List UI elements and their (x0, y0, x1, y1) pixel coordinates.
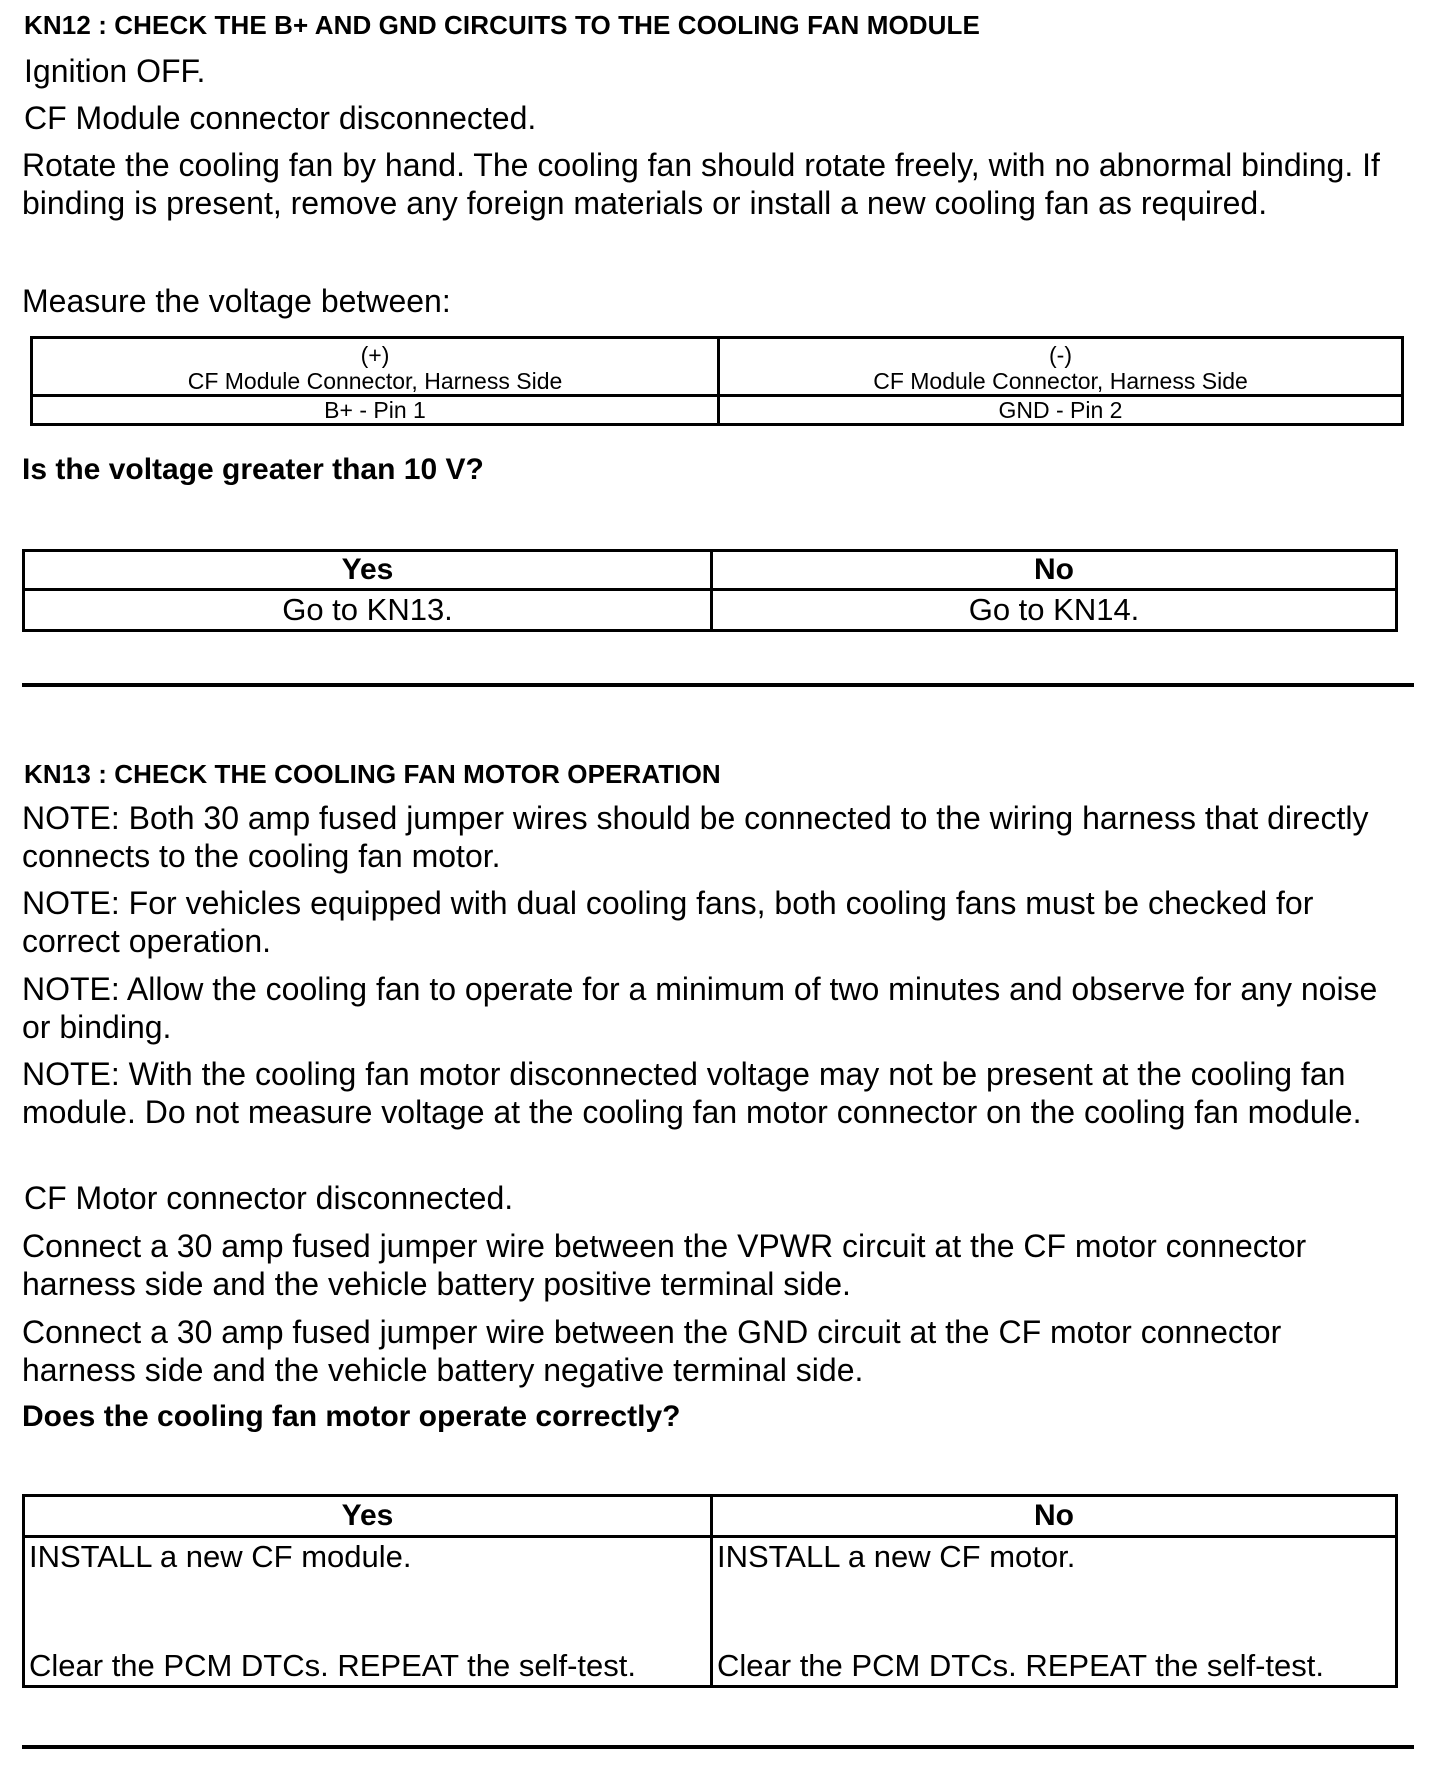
kn13-step-connect-gnd: Connect a 30 amp fused jumper wire between the GND circuit at the CF motor connector harness side and the vehicle battery negative terminal side. (22, 1314, 1282, 1388)
section-divider-1 (22, 683, 1414, 687)
kn13-step-connect-vpwr: Connect a 30 amp fused jumper wire between the VPWR circuit at the CF motor connector harness side and the vehicle battery positive terminal side. (22, 1228, 1307, 1302)
kn13-step-motor-disconnected: CF Motor connector disconnected. (24, 1180, 514, 1216)
kn12-no-action: Go to KN14. (712, 590, 1397, 631)
kn13-no-action-install: INSTALL a new CF motor. (717, 1539, 1076, 1574)
kn13-result-table (22, 1494, 1398, 1688)
kn12-step-ignition-off: Ignition OFF. (24, 53, 206, 89)
measure-col1-label: CF Module Connector, Harness Side (187, 368, 563, 394)
kn13-no-action-cell (712, 1537, 1397, 1687)
kn12-no-header: No (712, 551, 1397, 590)
kn13-no-header: No (712, 1496, 1397, 1537)
measure-col2-sign: (-) (1049, 342, 1072, 368)
kn13-yes-header: Yes (24, 1496, 712, 1537)
kn12-question: Is the voltage greater than 10 V? (22, 453, 484, 486)
section-divider-2 (22, 1745, 1414, 1749)
kn12-step-connector-disconnected: CF Module connector disconnected. (24, 100, 537, 136)
kn13-no-action-repeat: Clear the PCM DTCs. REPEAT the self-test. (717, 1648, 1324, 1683)
kn12-step-rotate-fan: Rotate the cooling fan by hand. The cooling fan should rotate freely, with no abnormal binding. If binding is present, remove any foreign materials or install a new cooling fan as required. (22, 147, 1380, 221)
kn12-step-measure-voltage: Measure the voltage between: (22, 283, 451, 319)
kn12-heading: KN12 : CHECK THE B+ AND GND CIRCUITS TO THE COOLING FAN MODULE (24, 10, 980, 40)
kn13-yes-action-repeat: Clear the PCM DTCs. REPEAT the self-test. (29, 1648, 636, 1683)
kn13-yes-action-install: INSTALL a new CF module. (29, 1539, 412, 1574)
kn12-yes-action: Go to KN13. (24, 590, 712, 631)
measure-col2-value: GND - Pin 2 (719, 396, 1403, 425)
kn13-note-dual-fans: NOTE: For vehicles equipped with dual cooling fans, both cooling fans must be checked for correct operation. (22, 885, 1314, 959)
measure-col2-header (719, 338, 1403, 396)
kn13-note-two-minutes: NOTE: Allow the cooling fan to operate for a minimum of two minutes and observe for any noise or binding. (22, 971, 1378, 1045)
kn13-note-voltage-not-present: NOTE: With the cooling fan motor disconnected voltage may not be present at the cooling fan module. Do not measure voltage at the cooling fan motor connector on the cooling fan module. (22, 1056, 1362, 1130)
kn13-heading: KN13 : CHECK THE COOLING FAN MOTOR OPERATION (24, 759, 721, 789)
measure-col1-sign: (+) (360, 342, 390, 368)
kn13-question: Does the cooling fan motor operate correctly? (22, 1400, 681, 1433)
kn12-result-table (22, 549, 1398, 632)
measure-col2-label: CF Module Connector, Harness Side (873, 368, 1248, 394)
measure-col1-value: B+ - Pin 1 (32, 396, 719, 425)
kn13-note-jumper-wires: NOTE: Both 30 amp fused jumper wires should be connected to the wiring harness that directly connects to the cooling fan motor. (22, 800, 1369, 874)
measure-col1-header (32, 338, 719, 396)
kn12-measure-table (30, 336, 1404, 426)
kn13-yes-action-cell (24, 1537, 712, 1687)
kn12-yes-header: Yes (24, 551, 712, 590)
